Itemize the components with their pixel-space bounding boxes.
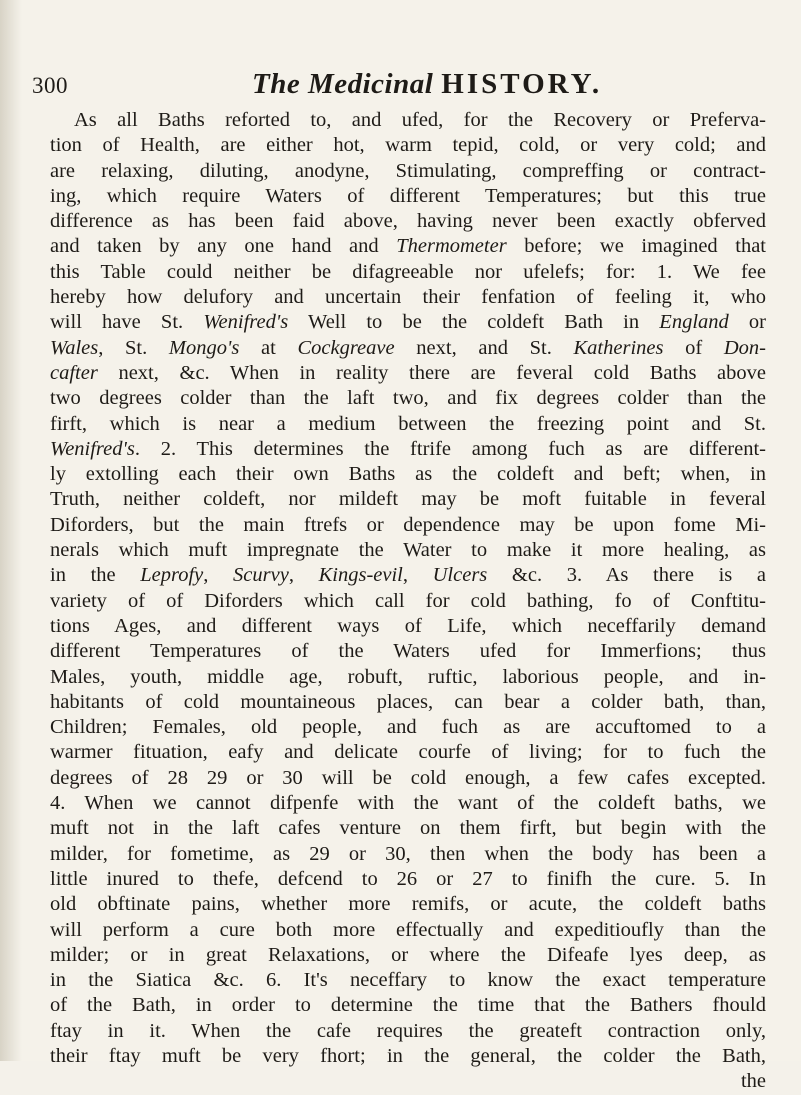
text-segment: milder, for fometime, as 29 or 30, then when the body has been a: [50, 842, 766, 865]
text-segment: are relaxing, diluting, anodyne, Stimulating, compreffing or contract-: [50, 159, 766, 182]
text-segment: next, &c. When in reality there are feveral cold Baths above: [97, 361, 766, 384]
italic-segment: Wales: [50, 336, 99, 359]
text-segment: . 2. This determines the ftrife among fuch as are different-: [134, 437, 766, 460]
text-segment: 4. When we cannot difpenfe with the want of the coldeft baths, we: [50, 792, 766, 815]
text-segment: little inured to thefe, defcend to 26 or 27 to finifh the cure. 5. In: [50, 867, 766, 890]
text-segment: Males, youth, middle age, robuft, ruftic, laborious people, and in-: [50, 665, 766, 688]
text-line: [50, 1044, 766, 1069]
body-text: [50, 108, 766, 1095]
text-segment: variety of of Diforders which call for cold bathing, fo of Conftitu-: [50, 589, 766, 612]
text-line: [50, 715, 766, 740]
text-line: [50, 563, 766, 588]
text-line: [50, 437, 766, 462]
text-segment: before; we imagined that: [506, 235, 766, 258]
text-segment: this Table could neither be difagreeable nor ufelefs; for: 1. We fee: [50, 260, 766, 283]
text-segment: tion of Health, are either hot, warm tepid, cold, or very cold; and: [50, 134, 766, 157]
text-segment: muft not in the laft cafes venture on them firft, but begin with the: [50, 817, 766, 840]
page-number: 300: [32, 73, 68, 98]
text-segment: &c. 3. As there is a: [487, 564, 767, 587]
text-segment: milder; or in great Relaxations, or where the Difeafe lyes deep, as: [50, 943, 766, 966]
text-line: [50, 968, 766, 993]
text-line: [50, 740, 766, 765]
text-line: [50, 1069, 766, 1094]
text-segment: different Temperatures of the Waters ufed for Immerfions; thus: [50, 640, 766, 663]
text-line: [50, 386, 766, 411]
text-line: [50, 336, 766, 361]
text-segment: will have St.: [50, 311, 204, 334]
italic-segment: cafter: [50, 361, 98, 384]
text-line: [50, 943, 766, 968]
text-line: [50, 462, 766, 487]
italic-segment: Kings-evil: [318, 564, 403, 587]
text-line: [50, 867, 766, 892]
text-segment: ing, which require Waters of different Temperatures; but this true: [50, 184, 766, 207]
text-segment: hereby how delufory and uncertain their fenfation of feeling it, who: [50, 286, 766, 309]
text-segment: old obftinate pains, whether more remifs, or acute, the coldeft baths: [50, 893, 766, 916]
text-line: [50, 766, 766, 791]
text-line: [50, 310, 766, 335]
italic-segment: Katherines: [573, 336, 664, 359]
italic-segment: Mongo's: [168, 336, 240, 359]
text-line: [50, 234, 766, 259]
text-segment: and taken by any one hand and: [50, 235, 397, 258]
running-title-italic: The Medicinal: [252, 68, 434, 100]
text-line: [50, 614, 766, 639]
text-line: [50, 538, 766, 563]
text-segment: ,: [203, 564, 234, 587]
text-line: [50, 993, 766, 1018]
italic-segment: Thermometer: [396, 235, 507, 258]
text-segment: in the Siatica &c. 6. It's neceffary to know the exact temperature: [50, 969, 766, 992]
text-line: [50, 209, 766, 234]
text-segment: ly extolling each their own Baths as the coldeft and beft; when, in: [50, 463, 766, 486]
text-line: [50, 184, 766, 209]
text-segment: warmer fituation, eafy and delicate courfe of living; for to fuch the: [50, 741, 766, 764]
text-segment: , St.: [98, 336, 169, 359]
text-segment: the: [740, 1070, 766, 1093]
text-line: [50, 892, 766, 917]
text-line: [50, 918, 766, 943]
text-segment: Children; Females, old people, and fuch as are accuftomed to a: [50, 716, 766, 739]
text-segment: Diforders, but the main ftrefs or dependence may be upon fome Mi-: [50, 513, 766, 536]
text-segment: ,: [288, 564, 319, 587]
text-segment: firft, which is near a medium between the freezing point and St.: [50, 412, 766, 435]
italic-segment: Wenifred's: [203, 311, 289, 334]
text-line: [50, 133, 766, 158]
text-segment: habitants of cold mountaineous places, can bear a colder bath, than,: [50, 690, 766, 713]
text-line: [50, 589, 766, 614]
text-segment: As all Baths reforted to, and ufed, for the Recovery or Preferva-: [74, 109, 766, 131]
italic-segment: Cockgreave: [297, 336, 395, 359]
italic-segment: England: [659, 311, 729, 334]
text-line: [50, 260, 766, 285]
text-line: [50, 816, 766, 841]
text-segment: in the: [50, 564, 141, 587]
text-line: [50, 361, 766, 386]
text-segment: Truth, neither coldeft, nor mildeft may be moft fuitable in feveral: [50, 488, 766, 511]
text-segment: of the Bath, in order to determine the time that the Bathers fhould: [50, 994, 766, 1017]
italic-segment: Ulcers: [432, 564, 488, 587]
italic-segment: Scurvy: [233, 564, 289, 587]
page-header: [32, 61, 752, 101]
text-line: [50, 639, 766, 664]
text-segment: tions Ages, and different ways of Life, which neceffarily demand: [50, 614, 766, 637]
text-line: [50, 791, 766, 816]
text-segment: ftay in it. When the cafe requires the greateft contraction only,: [50, 1019, 766, 1042]
text-segment: at: [239, 336, 298, 359]
text-line: [50, 1019, 766, 1044]
text-line: [50, 108, 766, 133]
text-segment: next, and St.: [394, 336, 574, 359]
italic-segment: Leprofy: [140, 564, 204, 587]
text-segment: ,: [402, 564, 433, 587]
running-title: [252, 68, 602, 101]
text-line: [50, 665, 766, 690]
text-line: [50, 487, 766, 512]
running-title-caps: HISTORY.: [441, 68, 603, 100]
text-segment: difference as has been faid above, having never been exactly obferved: [50, 210, 766, 233]
text-segment: Well to be the coldeft Bath in: [288, 311, 660, 334]
text-segment: nerals which muft impregnate the Water to make it more healing, as: [50, 539, 766, 562]
text-line: [50, 842, 766, 867]
text-segment: their ftay muft be very fhort; in the general, the colder the Bath,: [50, 1044, 766, 1067]
text-segment: of: [663, 336, 724, 359]
italic-segment: Wenifred's: [50, 437, 135, 460]
text-segment: will perform a cure both more effectually and expeditioufly than the: [50, 918, 766, 941]
text-line: [50, 690, 766, 715]
text-line: [50, 513, 766, 538]
text-line: [50, 159, 766, 184]
text-segment: degrees of 28 29 or 30 will be cold enough, a few cafes excepted.: [50, 766, 766, 789]
italic-segment: Don-: [723, 336, 767, 359]
text-line: [50, 285, 766, 310]
text-segment: or: [728, 311, 767, 334]
text-line: [50, 412, 766, 437]
text-segment: two degrees colder than the laft two, and fix degrees colder than the: [50, 387, 766, 410]
